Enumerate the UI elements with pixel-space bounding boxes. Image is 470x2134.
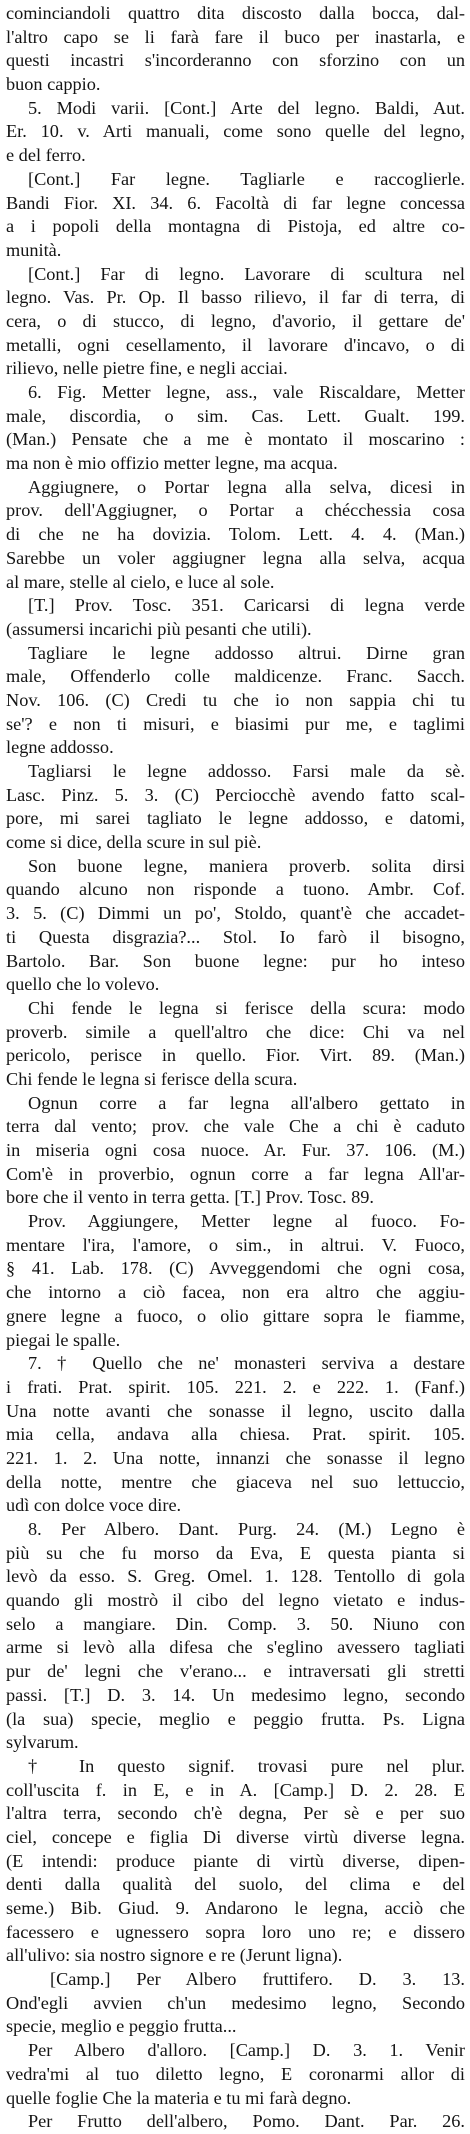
text-line: e del ferro.: [6, 145, 86, 166]
text-line: facessero e ugnessero sopra loro uno re; e dissero: [6, 1921, 465, 1942]
text-line: seme.) Bib. Giud. 9. Andarono le legna, acciò che: [6, 1898, 465, 1918]
text-line: cera, o di stucco, di legno, d'avorio, il gettare de': [6, 310, 465, 331]
text-line: (E intendi: produce piante di virtù diverse, dipen-: [6, 1850, 465, 1871]
text-line: Prov. Aggiungere, Metter legne al fuoco. Fo-: [28, 1211, 465, 1232]
text-line: cominciandoli quattro dita discosto dalla bocca, dal-: [6, 3, 465, 23]
text-line: Per Frutto dell'albero, Pomo. Dant. Par. 26.: [28, 2111, 465, 2132]
text-line: vedra'mi al tuo diletto legno, E coronarmi allor di: [6, 2063, 465, 2084]
text-line: l'altro capo se li farà fare il buco per inastarla, e: [6, 26, 465, 47]
text-line: udì con dolce voce dire.: [6, 1495, 182, 1516]
text-line: a i popoli della montagna di Pistoja, ed altre co-: [6, 216, 465, 237]
text-line: buon cappio.: [6, 74, 101, 95]
text-line: § 41. Lab. 178. (C) Avveggendomi che ogni cosa,: [6, 1258, 465, 1279]
text-line: Tagliarsi le legne addosso. Farsi male da sè.: [28, 761, 465, 781]
text-line: pore, mi sarei tagliato le legne addosso, e datomi,: [6, 808, 465, 829]
text-line: Bandi Fior. XI. 34. 6. Facoltà di far legne concessa: [6, 192, 465, 213]
text-line: 221. 1. 2. Una notte, innanzi che sonasse il legno: [6, 1447, 465, 1468]
text-line: † In questo signif. trovasi pure nel plur.: [28, 1755, 465, 1776]
text-line: Chi fende le legna si ferisce della scura.: [6, 1068, 298, 1089]
text-line: [Cont.] Far di legno. Lavorare di scultura nel: [28, 263, 465, 284]
text-line: 8. Per Albero. Dant. Purg. 24. (M.) Legno è: [28, 1519, 465, 1539]
text-line: terra dal vento; prov. che vale Che a chi è caduto: [6, 1116, 465, 1137]
text-line: quando gli mostrò il cibo del legno vietato e indus-: [6, 1590, 465, 1611]
text-line: legno. Vas. Pr. Op. Il basso rilievo, il far di terra, di: [6, 287, 465, 308]
text-line: 6. Fig. Metter legne, ass., vale Riscaldare, Metter: [28, 382, 465, 402]
text-line: denti dalla qualità del suolo, del clima e del: [6, 1874, 465, 1895]
text-line: Sarebbe un voler aggiugner legna alla selva, acqua: [6, 547, 465, 568]
text-line: all'ulivo: sia nostro signore e re (Jerunt ligna).: [6, 1945, 343, 1966]
text-line: munità.: [6, 239, 62, 260]
text-line: (la sua) specie, meglio e peggio frutta. Ps. Ligna: [6, 1708, 465, 1729]
text-line: male, discordia, o sim. Cas. Lett. Gualt. 199.: [6, 405, 465, 426]
text-line: [Camp.] Per Albero fruttifero. D. 3. 13.: [50, 1969, 465, 1990]
text-line: 3. 5. (C) Dimmi un po', Stoldo, quant'è che accadet-: [6, 903, 465, 924]
text-line: 7. † Quello che ne' monasteri serviva a destare: [28, 1353, 465, 1374]
text-line: quando alcuno non risponde a tuono. Ambr. Cof.: [6, 879, 465, 900]
text-line: selo a mangiare. Din. Comp. 3. 50. Niuno con: [6, 1613, 465, 1634]
text-line: Ognun corre a far legna all'albero gettato in: [28, 1092, 465, 1113]
text-line: metalli, ogni cesellamento, il lavorare d'incavo, o di: [6, 334, 465, 355]
text-line: gnere legne a fuoco, o olio gittare sopra le fiamme,: [6, 1305, 465, 1326]
text-line: male, Offenderlo colle maldicenze. Franc. Sacch.: [6, 666, 465, 687]
text-line: Una notte avanti che sonasse il legno, uscito dalla: [6, 1400, 465, 1421]
text-line: Lasc. Pinz. 5. 3. (C) Perciocchè avendo fatto scal-: [6, 784, 465, 805]
text-line: 5. Modi varii. [Cont.] Arte del legno. Baldi, Aut.: [28, 97, 465, 118]
text-line: rilievo, nelle pietre fine, e negli acciai.: [6, 358, 288, 379]
text-line: Nov. 106. (C) Credi tu che io non sappia chi tu: [6, 689, 465, 710]
text-line: pericolo, perisce in quello. Fior. Virt. 89. (Man.): [6, 1045, 465, 1066]
text-line: sylvarum.: [6, 1732, 79, 1753]
text-line: Aggiugnere, o Portar legna alla selva, dicesi in: [28, 476, 465, 497]
text-line: di che ne ha dovizia. Tolom. Lett. 4. 4. (Man.): [6, 524, 465, 545]
text-line: (Man.) Pensate che a me è montato il moscarino :: [6, 429, 465, 450]
text-line: della notte, mentre che giaceva nel suo lettuccio,: [6, 1471, 465, 1492]
text-line: al mare, stelle al cielo, e luce al sole.: [6, 571, 275, 592]
text-line: levò da esso. S. Greg. Omel. 1. 128. Tentollo di gola: [6, 1566, 465, 1587]
text-line: pur de' legni che v'erano... e intraversati gli stretti: [6, 1661, 465, 1682]
text-line: Per Albero d'alloro. [Camp.] D. 3. 1. Venir: [28, 2040, 465, 2061]
text-line: mentare l'ira, l'amore, o sim., in altrui. V. Fuoco,: [6, 1234, 465, 1255]
text-line: [Cont.] Far legne. Tagliarle e raccoglierle.: [28, 168, 465, 189]
text-line: in miseria ogni cosa nuoce. Ar. Fur. 37. 106. (M.): [6, 1140, 465, 1160]
text-line: questi incastri s'incorderanno con sforzino con un: [6, 50, 465, 71]
text-line: Chi fende le legna si ferisce della scura: modo: [28, 997, 465, 1018]
text-line: [T.] Prov. Tosc. 351. Caricarsi di legna verde: [28, 595, 465, 616]
text-line: i frati. Prat. spirit. 105. 221. 2. e 222. 1. (Fanf.): [6, 1376, 465, 1397]
text-line: (assumersi incarichi più pesanti che utili).: [6, 618, 312, 639]
text-line: mia cella, andava alla chiesa. Prat. spirit. 105.: [6, 1424, 465, 1445]
text-line: arme si levò alla difesa che s'eglino avessero tagliati: [6, 1637, 465, 1658]
text-line: Bartolo. Bar. Son buone legne: pur ho inteso: [6, 950, 465, 971]
text-line: se'? e non ti misuri, e biasimi pur me, e taglimi: [6, 713, 465, 734]
text-line: proverb. simile a quell'altro che dice: Chi va nel: [6, 1021, 465, 1042]
text-line: passi. [T.] D. 3. 14. Un medesimo legno, secondo: [6, 1684, 465, 1705]
text-line: ciel, concepe e figlia Di diverse virtù diverse legna.: [6, 1826, 465, 1847]
text-line: piegai le spalle.: [6, 1329, 121, 1350]
text-line: prov. dell'Aggiugner, o Portar a chécchessia cosa: [6, 500, 465, 521]
text-line: che intorno a ciò facea, non era altro che aggiu-: [6, 1282, 465, 1303]
text-line: legne addosso.: [6, 737, 114, 758]
text-line: ma non è mio offizio metter legne, ma acqua.: [6, 453, 338, 474]
text-line: Ond'egli avvien ch'un medesimo legno, Secondo: [6, 1992, 465, 2013]
text-line: Er. 10. v. Arti manuali, come sono quelle del legno,: [6, 121, 465, 142]
text-line: coll'uscita f. in E, e in A. [Camp.] D. 2. 28. E: [6, 1779, 465, 1800]
text-line: Tagliare le legne addosso altrui. Dirne gran: [28, 642, 465, 663]
text-line: l'altra terra, secondo ch'è degna, Per sè e per suo: [6, 1803, 465, 1824]
text-line: Son buone legne, maniera proverb. solita dirsi: [28, 855, 465, 876]
text-line: specie, meglio e peggio frutta...: [6, 2016, 237, 2037]
text-line: quelle foglie Che la materia e tu mi farà degno.: [6, 2087, 352, 2108]
text-line: ti Questa disgrazia?... Stol. Io farò il bisogno,: [6, 926, 465, 947]
text-line: Com'è in proverbio, ognun corre a far legna All'ar-: [6, 1163, 465, 1184]
text-line: bore che il vento in terra getta. [T.] Prov. Tosc. 89.: [6, 1187, 374, 1208]
text-line: più su che fu morso da Eva, E questa pianta si: [6, 1542, 465, 1563]
text-line: quello che lo volevo.: [6, 974, 160, 995]
text-line: come si dice, della scure in sul piè.: [6, 832, 262, 853]
